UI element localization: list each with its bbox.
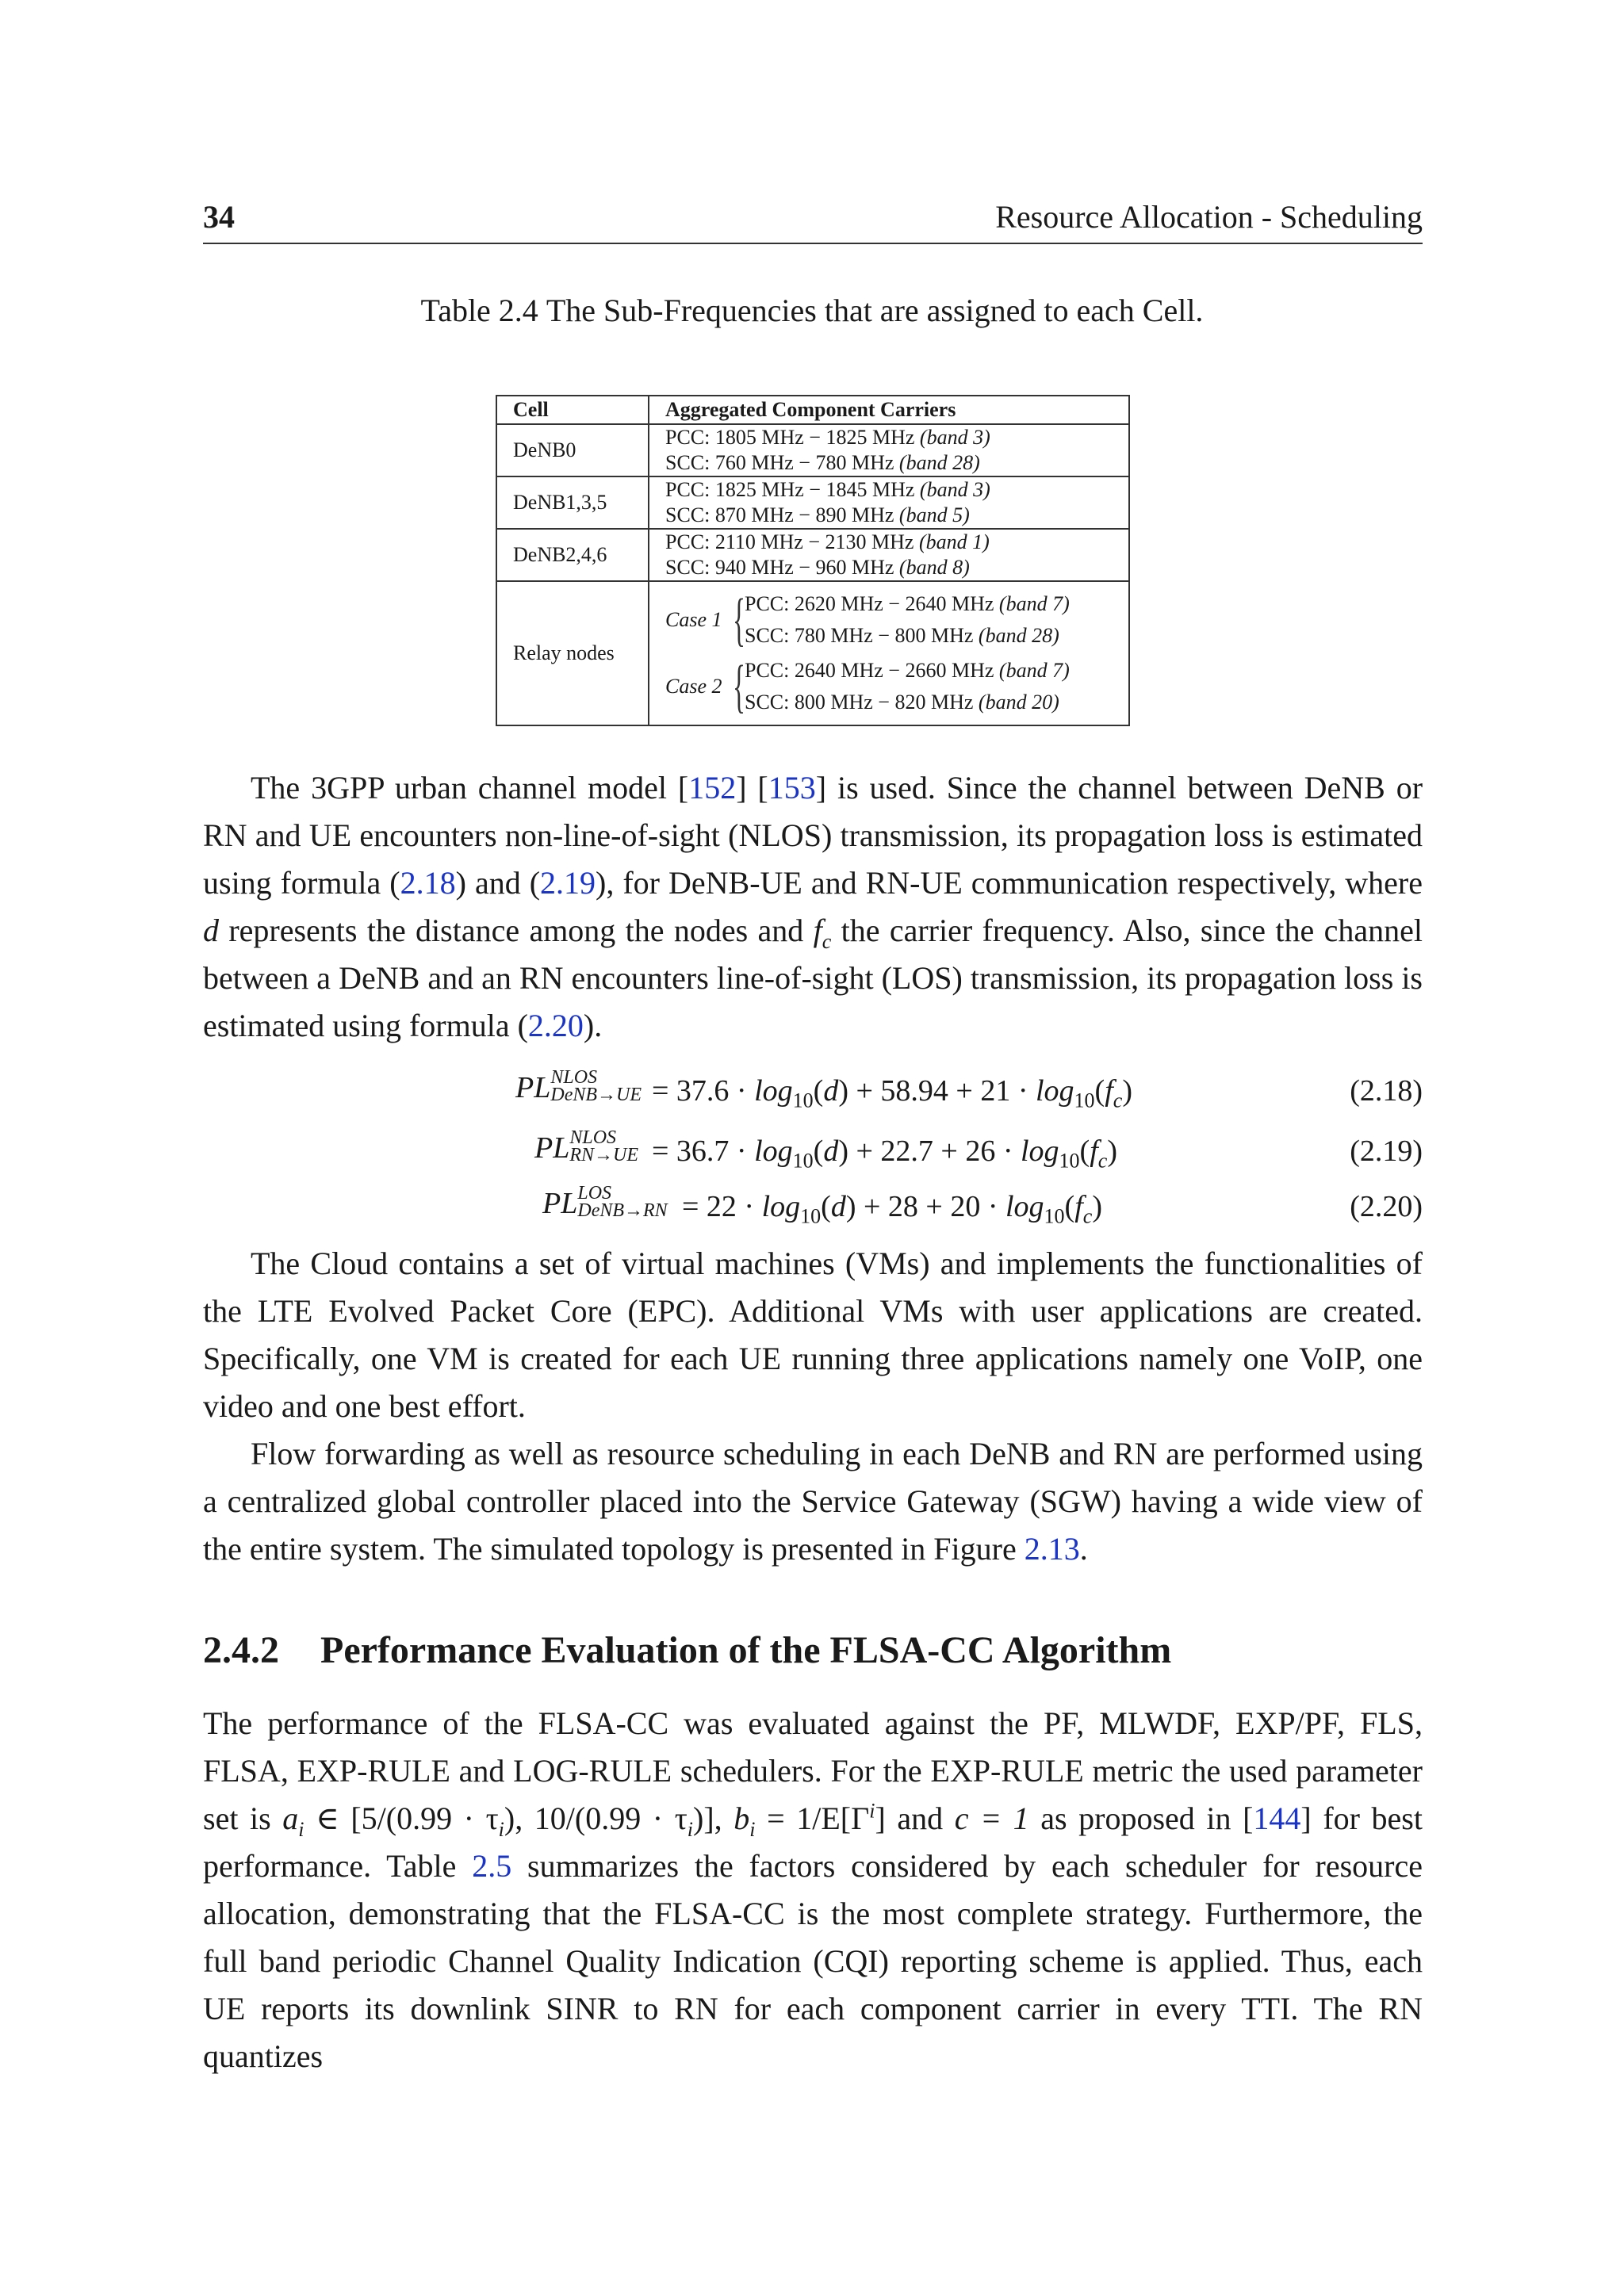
pl-symbol: PL [534,1131,570,1165]
citation-link[interactable]: 152 [688,770,737,806]
pcc-range: PCC: 1805 MHz − 1825 MHz [665,426,915,449]
equation-2-19 [203,1129,1423,1177]
pcc-line [745,655,1070,687]
cell-name: DeNB2,4,6 [496,529,649,581]
paragraph-cloud [203,1240,1423,1430]
case-lines [745,588,1070,652]
carriers-cell [649,424,1129,476]
rhs-part: + 28 + 20 · [856,1190,1005,1223]
rhs-part: = 22 · [682,1190,762,1223]
pcc-range: PCC: 2640 MHz − 2660 MHz [745,659,994,682]
running-title: Resource Allocation - Scheduling [995,199,1423,235]
text-run: ] for best performance. Table [203,1800,1423,1884]
scc-line [745,687,1070,718]
text-run: The 3GPP urban channel model [ [251,770,689,806]
pcc-line [665,425,1128,450]
pcc-range: PCC: 1825 MHz − 1845 MHz [665,478,915,501]
math-var: b [733,1800,750,1836]
carriers-cell [649,529,1129,581]
cell-name: DeNB1,3,5 [496,476,649,529]
paragraph-performance: The performance of the FLSA-CC was evaluated against the PF, MLWDF, EXP/PF, FLS, FLSA, EXP-RULE and LOG-RULE schedulers. For the EXP-RULE metric the used parameter set is $a_i$ ∈ [$5/(0.99 \cdot \tau_i)$, $10/(0.99 \cdot \tau_i)$], $b_i = 1/E[\Gamma^i]$ and c = 1 as proposed in [144] for best performance. Table 2.5 summarizes the factors considered by each scheduler for resource allocation, demonstrating that the FLSA-CC is the most complete strategy. Furthermore, the full band periodic Channel Quality Indication (CQI) reporting scheme is applied. Thus, each UE reports its downlink SINR to RN for each component carrier in every TTI. The RN quantizes [203,1705,1423,2074]
table-row-relay [496,581,1129,725]
math-var: a [282,1800,299,1836]
scc-range: SCC: 780 MHz − 800 MHz [745,624,974,647]
citation-link[interactable]: 144 [1253,1800,1301,1836]
scc-range: SCC: 800 MHz − 820 MHz [745,691,974,714]
equation-rhs: = $36.7 \cdot \log_{10}(d) + 22.7 + 26 \cdot \log_{10}(f_c)$ [652,1135,1117,1173]
scripts [550,1069,642,1104]
left-brace-icon: { [732,654,745,719]
cell-name: Relay nodes [496,581,649,725]
scc-band: (band 20) [978,691,1059,714]
equation-number: (2.20) [1350,1190,1423,1223]
text-run: ] [ [736,770,768,806]
equation-rhs: = $22 \cdot \log_{10}(d) + 28 + 20 \cdot \log_{10}(f_c)$ [682,1190,1102,1228]
pcc-range: PCC: 2110 MHz − 2130 MHz [665,530,914,553]
rhs-part: + 58.94 + 21 · [848,1074,1036,1108]
equation-link[interactable]: 2.20 [527,1008,584,1043]
text-run: ) and ( [455,865,541,901]
case-lines [745,655,1070,718]
scc-band: (band 28) [898,451,980,474]
rhs-part: = 37.6 · [652,1074,755,1108]
scc-range: SCC: 870 MHz − 890 MHz [665,503,894,526]
text-run: the carrier frequency. Also, since the channel between a DeNB and an RN encounters line-of-sight (LOS) transmission, its propagation loss is estimated using formula ( [203,913,1423,1043]
header-cell-carriers: Aggregated Component Carriers [649,396,1129,424]
math-run: = 1/E[Γ [755,1800,870,1836]
equation-2-20 [203,1184,1423,1232]
equation-lhs [534,1129,638,1165]
pcc-line [745,588,1070,620]
left-brace-icon: { [732,587,745,652]
scc-line [665,503,1128,528]
case-label: Case 1 [665,608,722,631]
scc-band: (band 28) [978,624,1059,647]
math-expression: c = 1 [954,1800,1029,1836]
superscript: NLOS [569,1127,617,1148]
table-caption-label: Table 2.4 [420,293,538,328]
math-subscript: i [749,1818,756,1841]
pl-symbol: PL [542,1187,578,1220]
paragraph-channel-model [203,764,1423,1050]
paragraph-flow-forwarding [203,1430,1423,1573]
pcc-band: (band 3) [919,426,990,449]
math-run: )], [693,1800,734,1836]
text-run: ). [583,1008,603,1043]
pcc-band: (band 7) [998,592,1070,615]
text-run: Flow forwarding as well as resource scheduling in each DeNB and RN are performed using a centralized global controller placed into the Service Gateway (SGW) having a wide view of the entire system. The simulated topology is presented in Figure [203,1436,1423,1567]
case-label: Case 2 [665,675,722,698]
subscript: DeNB→RN [577,1200,668,1221]
cell-name: DeNB0 [496,424,649,476]
figure-link[interactable]: 2.13 [1024,1531,1080,1567]
relay-carriers-cell [649,581,1129,725]
equation-number: (2.18) [1350,1074,1423,1108]
scripts [577,1184,667,1219]
text-run: represents the distance among the nodes and [219,913,814,948]
header-cell-cell: Cell [496,396,649,424]
scc-line [745,620,1070,652]
text-run: summarizes the factors considered by each scheduler for resource allocation, demonstrating that the FLSA-CC is the most complete strategy. Furthermore, the full band periodic Channel Quality Indication (CQI) reporting scheme is applied. Thus, each UE reports its downlink SINR to RN for each component carrier in every TTI. The RN quantizes [203,1848,1423,2074]
scc-line [665,555,1128,580]
pcc-band: (band 1) [918,530,990,553]
superscript: NLOS [550,1067,598,1088]
scc-range: SCC: 940 MHz − 960 MHz [665,556,894,579]
subscript: DeNB→UE [550,1085,642,1105]
math-var: d [203,913,219,948]
equation-number: (2.19) [1350,1135,1423,1168]
carriers-cell [649,476,1129,529]
scc-band: (band 8) [898,556,970,579]
equation-lhs [542,1184,668,1221]
case-block [665,653,1128,720]
equation-lhs [515,1069,642,1105]
equation-link[interactable]: 2.18 [400,865,456,901]
section-title: Performance Evaluation of the FLSA-CC Algorithm [320,1629,1172,1671]
table-header-row [496,396,1129,424]
equation-2-18 [203,1069,1423,1116]
page-header [203,197,1423,244]
text-run: ] is used. Since the channel between DeNB or RN and UE encounters non-line-of-sight (NLOS) transmission, its propagation loss is estimated using formula ( [203,770,1423,901]
case-block [665,587,1128,653]
text-run: The performance of the FLSA-CC was evaluated against the PF, MLWDF, EXP/PF, FLS, FLSA, EXP-RULE and LOG-RULE schedulers. For the EXP-RULE metric the used parameter set is [203,1705,1423,1836]
math-run: ), 10/(0.99 · τ [504,1800,688,1836]
scripts [569,1129,638,1164]
rhs-part: = 36.7 · [652,1135,755,1168]
table-caption-text: The Sub-Frequencies that are assigned to each Cell. [546,293,1204,328]
text-run: . [1079,1531,1088,1567]
table-caption [0,292,1624,329]
text-run: and [885,1800,955,1836]
page-number: 34 [203,199,235,235]
table-row [496,424,1129,476]
math-subscript: c [822,930,832,953]
pcc-range: PCC: 2620 MHz − 2640 MHz [745,592,994,615]
pl-symbol: PL [515,1071,551,1104]
math-superscript: i [869,1799,875,1823]
pcc-band: (band 7) [998,659,1070,682]
subscript: RN→UE [569,1145,639,1165]
subfrequency-table [496,395,1130,726]
pcc-line [665,477,1128,503]
pcc-line [665,530,1128,555]
equation-link[interactable]: 2.19 [540,865,596,901]
table-link[interactable]: 2.5 [472,1848,512,1884]
equation-rhs: = $37.6 \cdot \log_{10}(d) + 58.94 + 21 \cdot \log_{10}(f_c)$ [652,1074,1132,1112]
math-subscript: i [298,1818,304,1841]
table-row [496,476,1129,529]
rhs-part: + 22.7 + 26 · [848,1135,1021,1168]
math-var: f [813,913,822,948]
pcc-band: (band 3) [919,478,990,501]
scc-band: (band 5) [898,503,970,526]
table-row [496,529,1129,581]
text-run: as proposed in [ [1028,1800,1254,1836]
citation-link[interactable]: 153 [768,770,816,806]
text-run: The Cloud contains a set of virtual machines (VMs) and implements the functionalities of the LTE Evolved Packet Core (EPC). Additional VMs with user applications are created. Specifically, one VM is created for each UE running three applications namely one VoIP, one video and one best effort. [203,1246,1423,1424]
section-heading [203,1628,1171,1672]
superscript: LOS [577,1183,612,1203]
math-run: ] [875,1800,886,1836]
math-run: ∈ [5/(0.99 · τ [304,1800,499,1836]
scc-line [665,450,1128,476]
section-number: 2.4.2 [203,1629,279,1671]
scc-range: SCC: 760 MHz − 780 MHz [665,451,894,474]
text-run: ), for DeNB-UE and RN-UE communication respectively, where [596,865,1423,901]
